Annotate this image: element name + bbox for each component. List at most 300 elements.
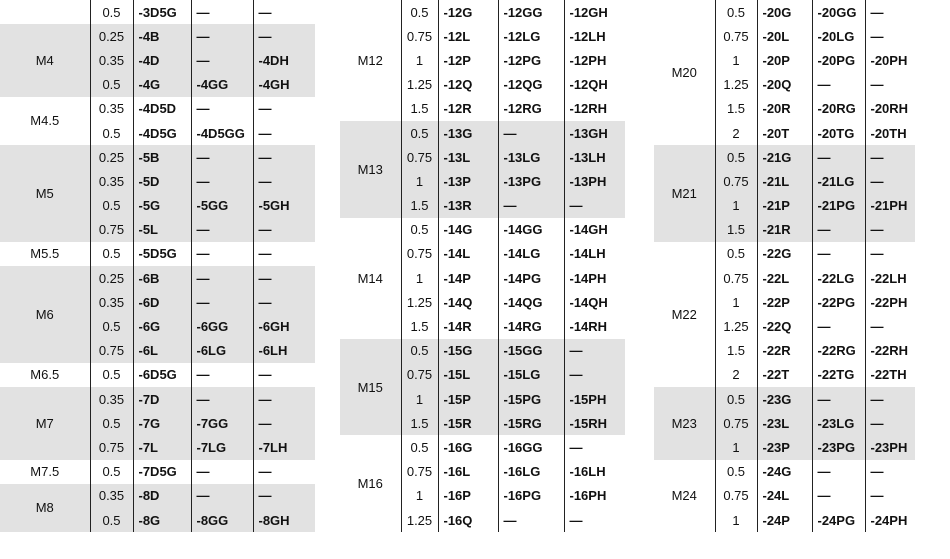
code-h-cell: — [253, 97, 315, 121]
spec-table [0, 0, 315, 532]
code-h-cell: — [865, 460, 915, 484]
size-cell: M22 [671, 306, 697, 322]
code-cell: -20R [757, 97, 812, 121]
code-g-cell: -20TG [812, 121, 865, 145]
pitch-cell: 0.25 [90, 24, 133, 48]
code-cell: -20G [757, 0, 812, 24]
code-h-cell: -6GH [253, 314, 315, 338]
pitch-cell: 1.25 [715, 73, 757, 97]
code-g-cell: -14PG [498, 266, 564, 290]
code-h-cell: -16LH [564, 460, 625, 484]
code-cell: -12G [438, 0, 498, 24]
code-g-cell: — [812, 460, 865, 484]
code-h-cell: — [865, 218, 915, 242]
code-cell: -23L [757, 411, 812, 435]
code-g-cell: -13PG [498, 169, 564, 193]
pitch-cell: 0.5 [90, 194, 133, 218]
table-row [340, 218, 625, 242]
pitch-cell: 0.5 [90, 0, 133, 24]
code-h-cell: — [564, 194, 625, 218]
code-g-cell: -14GG [498, 218, 564, 242]
code-h-cell: — [564, 435, 625, 459]
code-g-cell: — [812, 242, 865, 266]
code-g-cell: — [191, 145, 253, 169]
pitch-cell: 2 [715, 363, 757, 387]
table-row [654, 242, 915, 266]
pitch-cell: 1 [715, 290, 757, 314]
code-h-cell: — [253, 24, 315, 48]
code-g-cell: -14LG [498, 242, 564, 266]
pitch-cell: 0.25 [90, 145, 133, 169]
code-g-cell: -4D5GG [191, 121, 253, 145]
code-h-cell: -12PH [564, 48, 625, 72]
pitch-cell: 1.5 [401, 411, 438, 435]
table-row [340, 0, 625, 24]
code-h-cell: -14RH [564, 314, 625, 338]
pitch-cell: 1 [401, 266, 438, 290]
code-g-cell: — [191, 48, 253, 72]
thread-table-right [654, 0, 915, 532]
pitch-cell: 2 [715, 121, 757, 145]
code-h-cell: -13PH [564, 169, 625, 193]
code-g-cell: — [191, 387, 253, 411]
code-g-cell: — [191, 169, 253, 193]
pitch-cell: 0.75 [90, 218, 133, 242]
code-g-cell: -6LG [191, 339, 253, 363]
code-cell: -13P [438, 169, 498, 193]
code-cell: -23P [757, 435, 812, 459]
code-h-cell: — [865, 484, 915, 508]
size-cell: M7.5 [30, 464, 60, 480]
size-cell: M20 [671, 65, 697, 81]
code-g-cell: — [191, 242, 253, 266]
code-cell: -21P [757, 194, 812, 218]
pitch-cell: 0.35 [90, 484, 133, 508]
code-cell: -14R [438, 314, 498, 338]
thread-table-middle [340, 0, 625, 532]
code-cell: -4G [133, 73, 191, 97]
code-cell: -7D5G [133, 460, 191, 484]
pitch-cell: 0.35 [90, 169, 133, 193]
pitch-cell: 0.5 [401, 121, 438, 145]
size-cell: M16 [357, 476, 383, 492]
code-h-cell: -12QH [564, 73, 625, 97]
code-g-cell: -21LG [812, 169, 865, 193]
code-h-cell: — [253, 460, 315, 484]
code-g-cell: — [191, 266, 253, 290]
code-h-cell: -5GH [253, 194, 315, 218]
code-g-cell: — [191, 97, 253, 121]
table-row [340, 435, 625, 459]
pitch-cell: 0.5 [715, 460, 757, 484]
code-cell: -14G [438, 218, 498, 242]
code-cell: -12P [438, 48, 498, 72]
code-h-cell: — [564, 508, 625, 532]
table-row [654, 145, 915, 169]
table-row [654, 0, 915, 24]
code-cell: -16L [438, 460, 498, 484]
code-cell: -12L [438, 24, 498, 48]
pitch-cell: 0.5 [401, 435, 438, 459]
pitch-cell: 1 [401, 48, 438, 72]
spec-table [654, 0, 915, 532]
pitch-cell: 0.75 [715, 24, 757, 48]
code-g-cell: — [812, 145, 865, 169]
code-g-cell: — [191, 24, 253, 48]
code-g-cell: — [191, 363, 253, 387]
code-cell: -14P [438, 266, 498, 290]
code-h-cell: — [253, 145, 315, 169]
size-cell: M7 [0, 387, 90, 460]
code-g-cell: -21PG [812, 194, 865, 218]
code-h-cell: — [253, 387, 315, 411]
code-h-cell: — [865, 411, 915, 435]
pitch-cell: 0.75 [90, 435, 133, 459]
code-g-cell: -20RG [812, 97, 865, 121]
code-h-cell: — [253, 242, 315, 266]
pitch-cell: 0.75 [715, 266, 757, 290]
code-h-cell: — [865, 387, 915, 411]
code-cell: -15P [438, 387, 498, 411]
table-row [654, 387, 915, 411]
pitch-cell: 0.5 [715, 145, 757, 169]
table-row [0, 242, 315, 266]
pitch-cell: 0.75 [401, 145, 438, 169]
code-g-cell: -12QG [498, 73, 564, 97]
code-h-cell: -14LH [564, 242, 625, 266]
code-h-cell: — [564, 363, 625, 387]
pitch-cell: 0.5 [90, 508, 133, 532]
table-row [0, 24, 315, 48]
code-cell: -4D [133, 48, 191, 72]
pitch-cell: 0.75 [715, 484, 757, 508]
code-cell: -5G [133, 194, 191, 218]
table-row [0, 97, 315, 121]
code-g-cell: -14RG [498, 314, 564, 338]
code-h-cell: -20RH [865, 97, 915, 121]
code-g-cell: -20PG [812, 48, 865, 72]
code-g-cell: -20LG [812, 24, 865, 48]
code-h-cell: -22PH [865, 290, 915, 314]
code-g-cell: — [191, 0, 253, 24]
pitch-cell: 0.35 [90, 387, 133, 411]
size-cell: M8 [0, 484, 90, 532]
pitch-cell: 1 [715, 48, 757, 72]
code-g-cell: — [191, 218, 253, 242]
code-h-cell: — [865, 0, 915, 24]
code-g-cell: -22RG [812, 339, 865, 363]
code-cell: -12Q [438, 73, 498, 97]
code-h-cell: — [253, 169, 315, 193]
code-cell: -22R [757, 339, 812, 363]
code-cell: -14L [438, 242, 498, 266]
code-h-cell: -15RH [564, 411, 625, 435]
code-cell: -5D5G [133, 242, 191, 266]
code-g-cell: -22PG [812, 290, 865, 314]
code-cell: -4D5D [133, 97, 191, 121]
code-cell: -6B [133, 266, 191, 290]
code-cell: -15G [438, 339, 498, 363]
table-row [0, 387, 315, 411]
code-g-cell: -12GG [498, 0, 564, 24]
pitch-cell: 0.75 [715, 411, 757, 435]
size-cell: M4 [0, 24, 90, 97]
code-h-cell: — [253, 218, 315, 242]
code-g-cell: — [812, 314, 865, 338]
code-h-cell: -14GH [564, 218, 625, 242]
code-h-cell: -12LH [564, 24, 625, 48]
code-cell: -8G [133, 508, 191, 532]
size-cell: M4.5 [30, 113, 60, 129]
code-cell: -7G [133, 411, 191, 435]
code-cell: -16P [438, 484, 498, 508]
pitch-cell: 1.5 [401, 314, 438, 338]
pitch-cell: 1.25 [401, 290, 438, 314]
table-row [0, 484, 315, 508]
pitch-cell: 0.5 [90, 242, 133, 266]
code-cell: -6D [133, 290, 191, 314]
pitch-cell: 0.35 [90, 290, 133, 314]
pitch-cell: 0.75 [90, 339, 133, 363]
size-cell: M24 [671, 488, 697, 504]
pitch-cell: 1 [401, 169, 438, 193]
code-g-cell: -7LG [191, 435, 253, 459]
code-cell: -13L [438, 145, 498, 169]
pitch-cell: 0.75 [401, 242, 438, 266]
pitch-cell: 0.75 [401, 363, 438, 387]
code-g-cell: -24PG [812, 508, 865, 532]
pitch-cell: 1.25 [401, 73, 438, 97]
code-g-cell: -4GG [191, 73, 253, 97]
code-g-cell: — [191, 290, 253, 314]
code-g-cell: -15PG [498, 387, 564, 411]
code-cell: -22Q [757, 314, 812, 338]
code-g-cell: — [812, 387, 865, 411]
code-h-cell: -4GH [253, 73, 315, 97]
code-cell: -6L [133, 339, 191, 363]
code-h-cell: -8GH [253, 508, 315, 532]
code-cell: -20L [757, 24, 812, 48]
code-g-cell: -8GG [191, 508, 253, 532]
code-h-cell: — [253, 363, 315, 387]
pitch-cell: 0.75 [401, 460, 438, 484]
code-cell: -5L [133, 218, 191, 242]
code-g-cell: — [498, 194, 564, 218]
code-g-cell: — [191, 460, 253, 484]
code-cell: -20P [757, 48, 812, 72]
code-cell: -15R [438, 411, 498, 435]
pitch-cell: 1.25 [401, 508, 438, 532]
code-cell: -3D5G [133, 0, 191, 24]
code-cell: -20T [757, 121, 812, 145]
code-h-cell: -14PH [564, 266, 625, 290]
code-h-cell: -14QH [564, 290, 625, 314]
table-row [0, 363, 315, 387]
code-g-cell: -12RG [498, 97, 564, 121]
code-g-cell: -22TG [812, 363, 865, 387]
code-g-cell: -15GG [498, 339, 564, 363]
code-h-cell: -13LH [564, 145, 625, 169]
code-h-cell: — [865, 145, 915, 169]
code-g-cell: -6GG [191, 314, 253, 338]
pitch-cell: 0.5 [90, 314, 133, 338]
code-g-cell: -12LG [498, 24, 564, 48]
code-g-cell: — [191, 484, 253, 508]
code-g-cell: -15LG [498, 363, 564, 387]
code-g-cell: -16PG [498, 484, 564, 508]
code-g-cell: -15RG [498, 411, 564, 435]
code-h-cell: -24PH [865, 508, 915, 532]
code-g-cell: -13LG [498, 145, 564, 169]
thread-table-left [0, 0, 315, 532]
code-h-cell: — [253, 484, 315, 508]
code-cell: -21G [757, 145, 812, 169]
pitch-cell: 0.5 [401, 218, 438, 242]
size-cell: M6.5 [30, 367, 60, 383]
code-g-cell: -16GG [498, 435, 564, 459]
code-h-cell: -22LH [865, 266, 915, 290]
table-row [340, 339, 625, 363]
code-h-cell: -13GH [564, 121, 625, 145]
pitch-cell: 0.5 [715, 387, 757, 411]
code-h-cell: -16PH [564, 484, 625, 508]
pitch-cell: 0.75 [715, 169, 757, 193]
code-cell: -24P [757, 508, 812, 532]
code-cell: -22P [757, 290, 812, 314]
code-cell: -7D [133, 387, 191, 411]
code-cell: -23G [757, 387, 812, 411]
code-h-cell: -15PH [564, 387, 625, 411]
size-cell: M5.5 [30, 246, 60, 262]
pitch-cell: 0.5 [401, 0, 438, 24]
code-h-cell: -21PH [865, 194, 915, 218]
code-g-cell: — [498, 508, 564, 532]
code-g-cell: -16LG [498, 460, 564, 484]
size-cell: M5 [0, 145, 90, 242]
table-row [0, 0, 315, 24]
code-cell: -14Q [438, 290, 498, 314]
code-h-cell: — [253, 266, 315, 290]
table-row [0, 266, 315, 290]
code-cell: -13R [438, 194, 498, 218]
code-g-cell: — [498, 121, 564, 145]
code-cell: -15L [438, 363, 498, 387]
pitch-cell: 0.5 [90, 460, 133, 484]
size-cell: M14 [357, 270, 383, 286]
code-h-cell: -22RH [865, 339, 915, 363]
pitch-cell: 1.5 [715, 218, 757, 242]
pitch-cell: 1 [715, 435, 757, 459]
code-cell: -24L [757, 484, 812, 508]
pitch-cell: 0.5 [715, 242, 757, 266]
pitch-cell: 1.5 [401, 97, 438, 121]
code-h-cell: — [865, 314, 915, 338]
code-h-cell: -4DH [253, 48, 315, 72]
code-cell: -21L [757, 169, 812, 193]
size-cell: M23 [654, 387, 715, 460]
code-cell: -12R [438, 97, 498, 121]
code-h-cell: — [564, 339, 625, 363]
code-g-cell: — [812, 484, 865, 508]
pitch-cell: 0.35 [90, 48, 133, 72]
code-cell: -5D [133, 169, 191, 193]
code-h-cell: -20PH [865, 48, 915, 72]
code-cell: -22G [757, 242, 812, 266]
code-cell: -8D [133, 484, 191, 508]
code-h-cell: -22TH [865, 363, 915, 387]
pitch-cell: 1 [401, 484, 438, 508]
code-g-cell: — [812, 218, 865, 242]
code-h-cell: — [865, 242, 915, 266]
code-cell: -20Q [757, 73, 812, 97]
code-cell: -22L [757, 266, 812, 290]
pitch-cell: 0.5 [90, 363, 133, 387]
code-h-cell: -6LH [253, 339, 315, 363]
size-cell: M12 [357, 52, 383, 68]
code-h-cell: -12GH [564, 0, 625, 24]
pitch-cell: 0.35 [90, 97, 133, 121]
code-g-cell: -12PG [498, 48, 564, 72]
code-cell: -6D5G [133, 363, 191, 387]
pitch-cell: 1 [401, 387, 438, 411]
code-h-cell: — [865, 24, 915, 48]
table-row [0, 145, 315, 169]
pitch-cell: 1 [715, 194, 757, 218]
code-h-cell: — [253, 0, 315, 24]
pitch-cell: 1.25 [715, 314, 757, 338]
code-h-cell: — [865, 73, 915, 97]
code-g-cell: -5GG [191, 194, 253, 218]
code-g-cell: -7GG [191, 411, 253, 435]
code-cell: -13G [438, 121, 498, 145]
pitch-cell: 1.5 [401, 194, 438, 218]
pitch-cell: 0.5 [715, 0, 757, 24]
size-cell: M21 [654, 145, 715, 242]
pitch-cell: 0.5 [90, 411, 133, 435]
code-h-cell: -20TH [865, 121, 915, 145]
code-cell: -22T [757, 363, 812, 387]
code-h-cell: -23PH [865, 435, 915, 459]
code-cell: -5B [133, 145, 191, 169]
code-g-cell: -23LG [812, 411, 865, 435]
pitch-cell: 0.5 [401, 339, 438, 363]
table-row [340, 121, 625, 145]
size-cell: M13 [340, 121, 401, 218]
pitch-cell: 0.75 [401, 24, 438, 48]
table-row [654, 460, 915, 484]
code-g-cell: -23PG [812, 435, 865, 459]
pitch-cell: 0.25 [90, 266, 133, 290]
code-cell: -7L [133, 435, 191, 459]
code-h-cell: — [865, 169, 915, 193]
pitch-cell: 0.5 [90, 121, 133, 145]
code-h-cell: — [253, 290, 315, 314]
code-h-cell: — [253, 121, 315, 145]
code-g-cell: -14QG [498, 290, 564, 314]
code-cell: -4B [133, 24, 191, 48]
code-cell: -6G [133, 314, 191, 338]
size-cell [0, 0, 90, 24]
code-h-cell: -12RH [564, 97, 625, 121]
code-h-cell: — [253, 411, 315, 435]
code-cell: -16Q [438, 508, 498, 532]
code-cell: -16G [438, 435, 498, 459]
pitch-cell: 1.5 [715, 97, 757, 121]
code-h-cell: -7LH [253, 435, 315, 459]
code-g-cell: -22LG [812, 266, 865, 290]
size-cell: M6 [0, 266, 90, 363]
code-cell: -21R [757, 218, 812, 242]
